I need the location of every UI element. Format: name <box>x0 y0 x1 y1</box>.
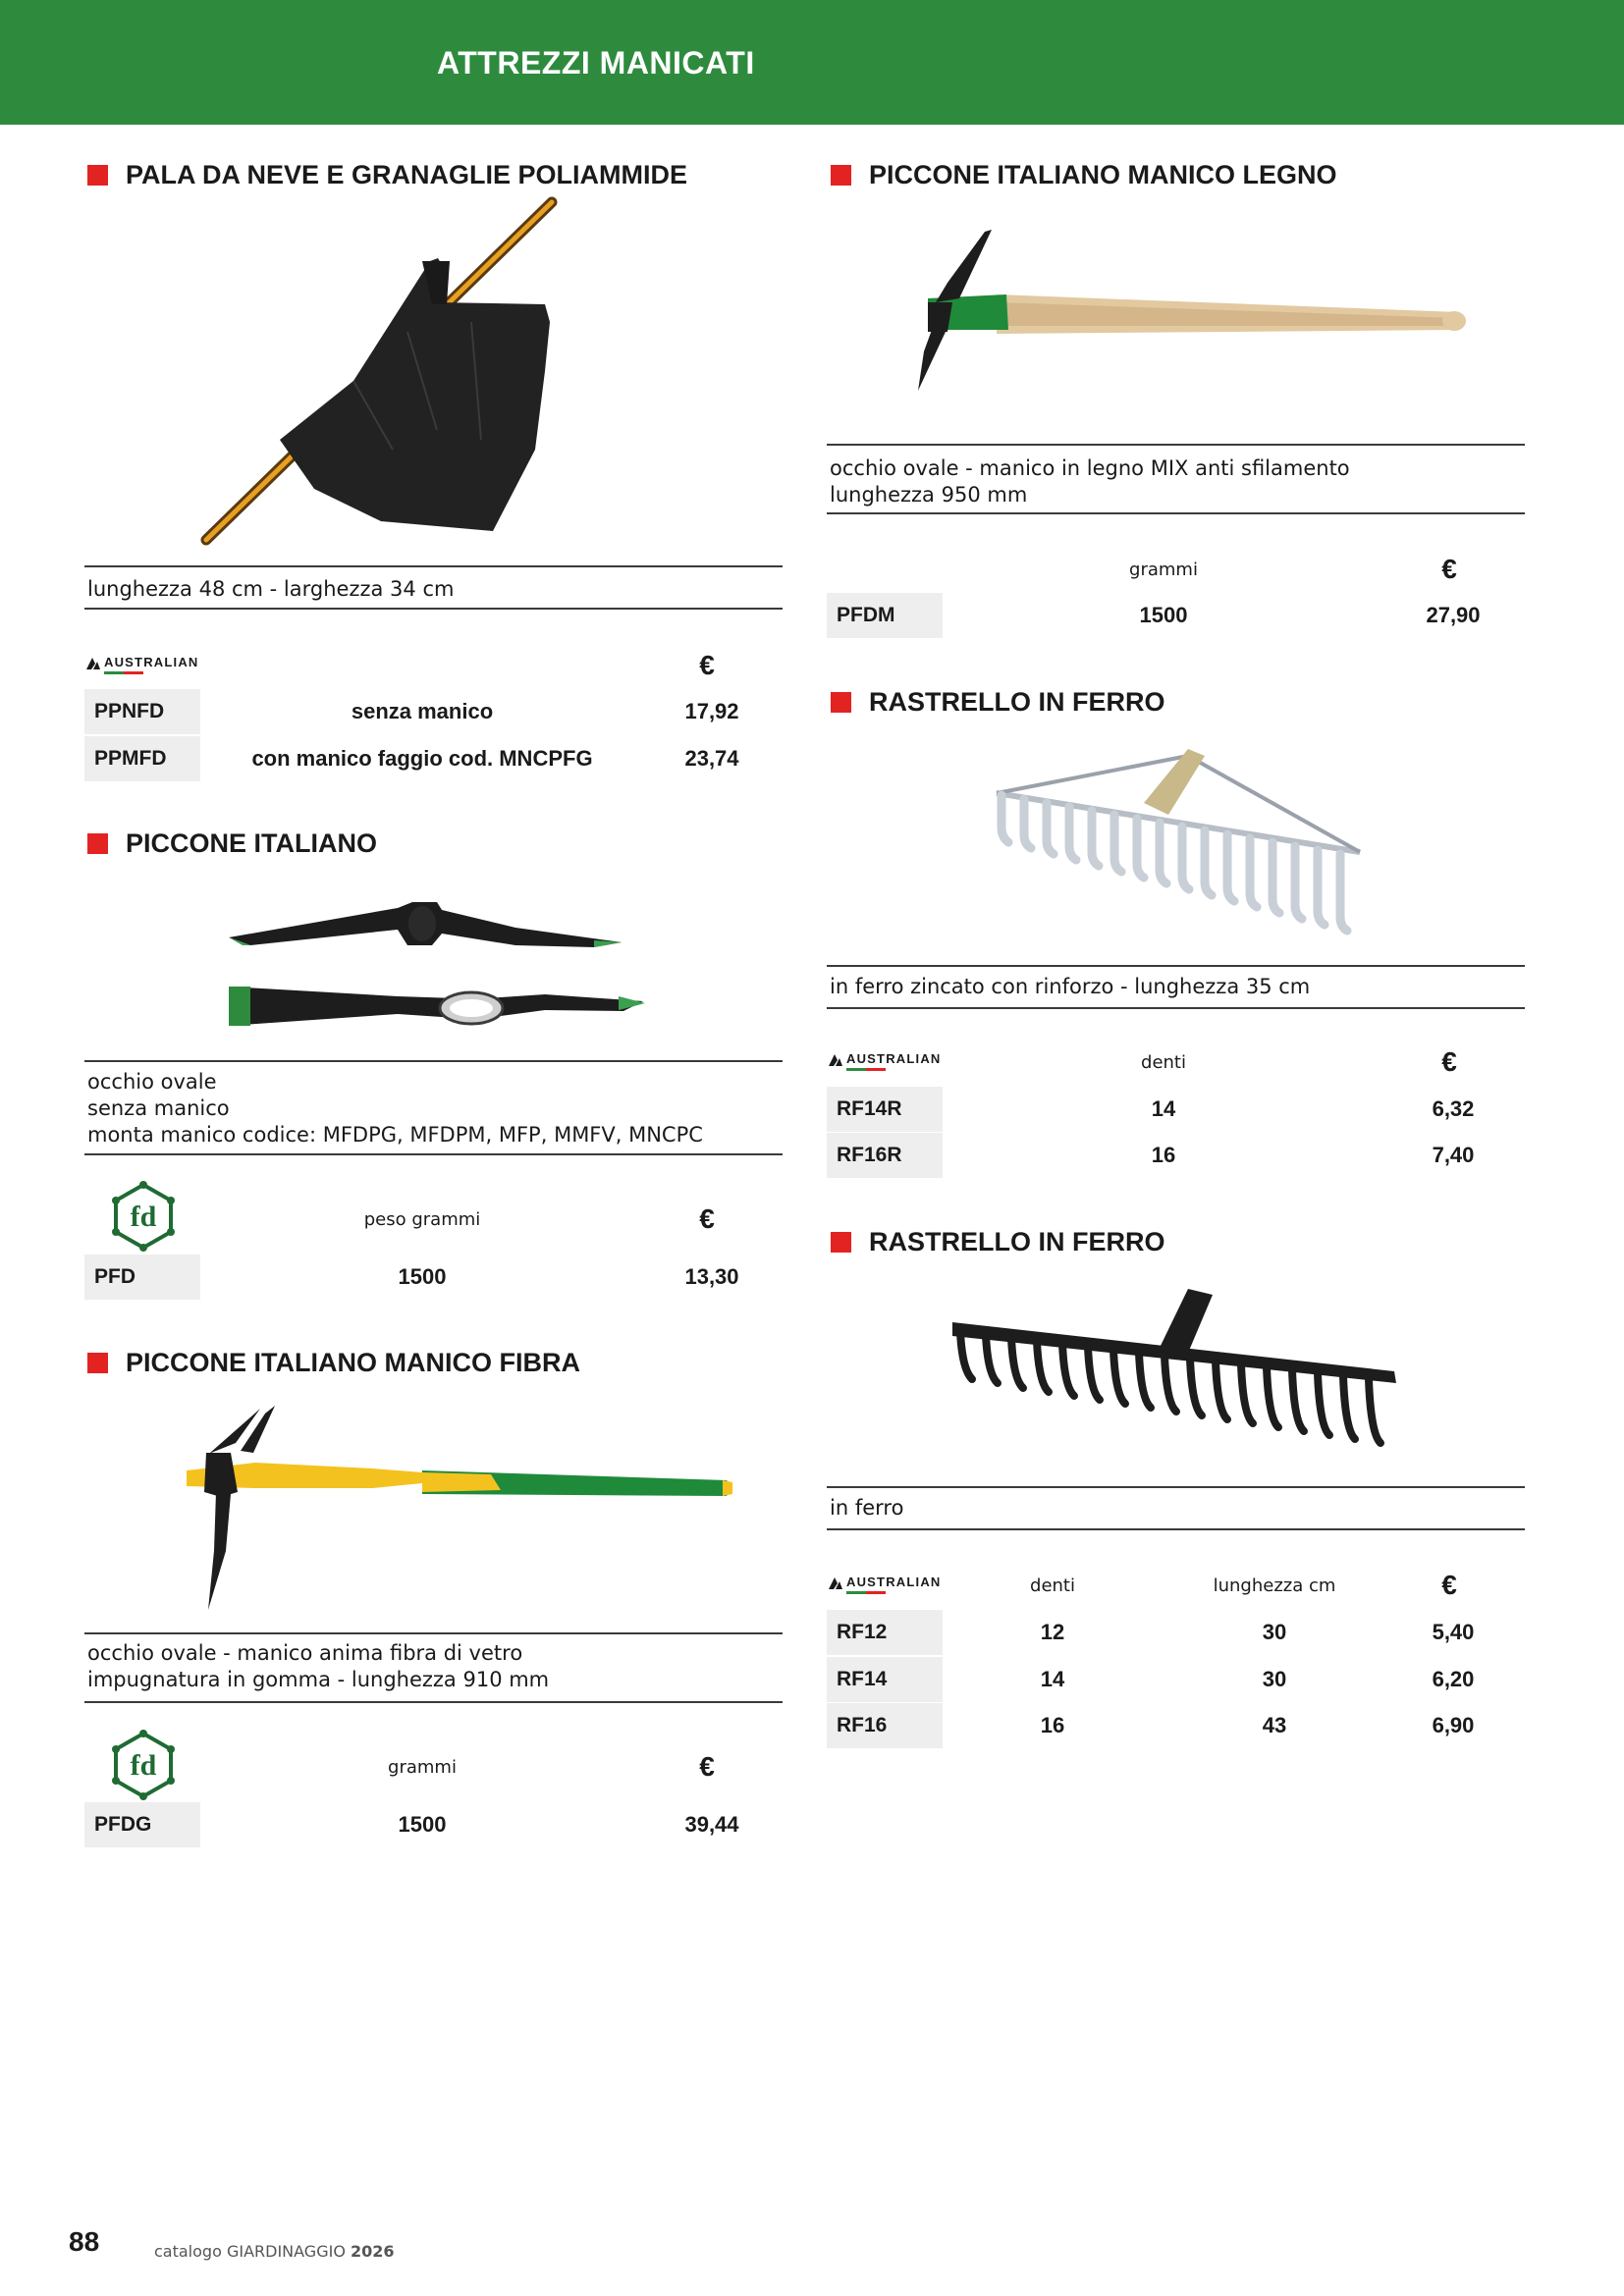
euro-header: € <box>699 650 715 680</box>
product-code: PPNFD <box>84 689 200 734</box>
product-code: PFD <box>84 1255 200 1300</box>
description-piccone-fibra <box>84 1632 783 1703</box>
section-title-text: RASTRELLO IN FERRO <box>869 686 1165 717</box>
price-cell: 7,40 <box>1432 1143 1475 1167</box>
svg-text:fd: fd <box>130 1749 157 1782</box>
product-code: RF14R <box>827 1087 943 1132</box>
description-line: in ferro <box>830 1496 904 1520</box>
column-header-teeth: denti <box>1141 1052 1186 1073</box>
teeth-cell: 14 <box>1151 1096 1176 1121</box>
section-title-text: PALA DA NEVE E GRANAGLIE POLIAMMIDE <box>126 159 688 189</box>
section-title-pala <box>87 160 687 189</box>
pickaxe-wood-handle-image <box>898 224 1488 400</box>
euro-header: € <box>699 1203 715 1234</box>
pickaxe-fiber-handle-image <box>128 1404 746 1610</box>
variant-cell: senza manico <box>351 699 494 723</box>
price-cell: 17,92 <box>684 699 739 723</box>
column-header-weight: grammi <box>388 1757 457 1778</box>
section-title-piccone-legno <box>831 160 1337 189</box>
length-cell: 30 <box>1262 1667 1287 1691</box>
galvanized-rake-image <box>987 744 1370 940</box>
red-square-icon <box>831 165 851 186</box>
red-square-icon <box>87 165 108 186</box>
pickaxe-heads-image <box>221 888 663 1045</box>
brand-name: AUSTRALIAN <box>104 655 199 669</box>
svg-text:fd: fd <box>130 1201 157 1233</box>
price-cell: 23,74 <box>684 746 739 771</box>
price-cell: 6,20 <box>1432 1667 1475 1691</box>
description-line: lunghezza 950 mm <box>830 483 1028 507</box>
teeth-cell: 16 <box>1151 1143 1176 1167</box>
price-cell: 27,90 <box>1426 603 1481 627</box>
fd-hexagon-logo-icon <box>108 1730 179 1800</box>
euro-header: € <box>1441 554 1457 584</box>
page-number: 88 <box>69 2226 100 2257</box>
column-header-weight: peso grammi <box>363 1209 481 1230</box>
description-line: occhio ovale <box>87 1070 217 1094</box>
footer-catalog-label <box>154 2242 395 2261</box>
euro-header: € <box>1441 1570 1457 1600</box>
teeth-cell: 12 <box>1040 1620 1065 1644</box>
australian-brand-logo <box>829 1048 943 1074</box>
product-code: RF16R <box>827 1133 943 1178</box>
section-title-piccone <box>87 828 377 858</box>
product-code: RF16 <box>827 1703 943 1748</box>
section-title-text: PICCONE ITALIANO <box>126 828 377 858</box>
description-line: monta manico codice: MFDPG, MFDPM, MFP, MMFV, MNCPC <box>87 1123 703 1147</box>
description-piccone-legno <box>827 444 1525 514</box>
product-code: PFDM <box>827 593 943 638</box>
euro-header: € <box>1441 1046 1457 1077</box>
fd-hexagon-logo-icon <box>108 1181 179 1252</box>
red-square-icon <box>831 692 851 713</box>
product-code: PFDG <box>84 1802 200 1847</box>
column-header-weight: grammi <box>1129 560 1198 580</box>
teeth-cell: 16 <box>1040 1713 1065 1737</box>
description-line: occhio ovale - manico anima fibra di vetro <box>87 1641 523 1665</box>
length-cell: 43 <box>1262 1713 1287 1737</box>
description-line: impugnatura in gomma - lunghezza 910 mm <box>87 1668 550 1691</box>
euro-header: € <box>699 1751 715 1782</box>
snow-shovel-image <box>187 194 697 558</box>
section-title-text: RASTRELLO IN FERRO <box>869 1226 1165 1256</box>
teeth-cell: 14 <box>1040 1667 1065 1691</box>
variant-cell: con manico faggio cod. MNCPFG <box>251 746 593 771</box>
length-cell: 30 <box>1262 1620 1287 1644</box>
australian-brand-logo <box>86 652 200 677</box>
iron-rake-image <box>943 1281 1404 1458</box>
column-header-length: lunghezza cm <box>1213 1575 1336 1596</box>
red-square-icon <box>87 833 108 854</box>
red-square-icon <box>87 1353 108 1373</box>
price-cell: 39,44 <box>684 1812 739 1837</box>
header-bar <box>0 0 1624 125</box>
price-cell: 5,40 <box>1432 1620 1475 1644</box>
price-cell: 13,30 <box>684 1264 739 1289</box>
weight-cell: 1500 <box>398 1812 447 1837</box>
australian-brand-logo <box>829 1572 943 1597</box>
description-line: in ferro zincato con rinforzo - lunghezza 35 cm <box>830 975 1311 998</box>
section-title-rastrello-zincato <box>831 687 1165 717</box>
product-code: RF14 <box>827 1657 943 1702</box>
brand-name: AUSTRALIAN <box>846 1051 942 1066</box>
brand-mark-icon <box>829 1052 848 1068</box>
column-header-teeth: denti <box>1030 1575 1075 1596</box>
description-pala <box>84 565 783 610</box>
catalog-year: 2026 <box>351 2242 395 2261</box>
weight-cell: 1500 <box>398 1264 447 1289</box>
weight-cell: 1500 <box>1139 603 1188 627</box>
description-line: senza manico <box>87 1096 230 1120</box>
red-square-icon <box>831 1232 851 1253</box>
section-title-piccone-fibra <box>87 1348 580 1377</box>
catalog-label: catalogo GIARDINAGGIO <box>154 2242 346 2261</box>
page-title: ATTREZZI MANICATI <box>437 45 755 80</box>
description-line: occhio ovale - manico in legno MIX anti sfilamento <box>830 456 1350 480</box>
section-title-rastrello-ferro <box>831 1227 1165 1256</box>
section-title-text: PICCONE ITALIANO MANICO LEGNO <box>869 159 1337 189</box>
product-code: PPMFD <box>84 736 200 781</box>
brand-mark-icon <box>86 656 106 671</box>
description-rastrello-zincato <box>827 965 1525 1009</box>
description-line: lunghezza 48 cm - larghezza 34 cm <box>87 577 455 601</box>
brand-mark-icon <box>829 1575 848 1591</box>
description-rastrello-ferro <box>827 1486 1525 1530</box>
section-title-text: PICCONE ITALIANO MANICO FIBRA <box>126 1347 580 1377</box>
product-code: RF12 <box>827 1610 943 1655</box>
price-cell: 6,32 <box>1432 1096 1475 1121</box>
price-cell: 6,90 <box>1432 1713 1475 1737</box>
description-piccone <box>84 1060 783 1155</box>
brand-name: AUSTRALIAN <box>846 1575 942 1589</box>
